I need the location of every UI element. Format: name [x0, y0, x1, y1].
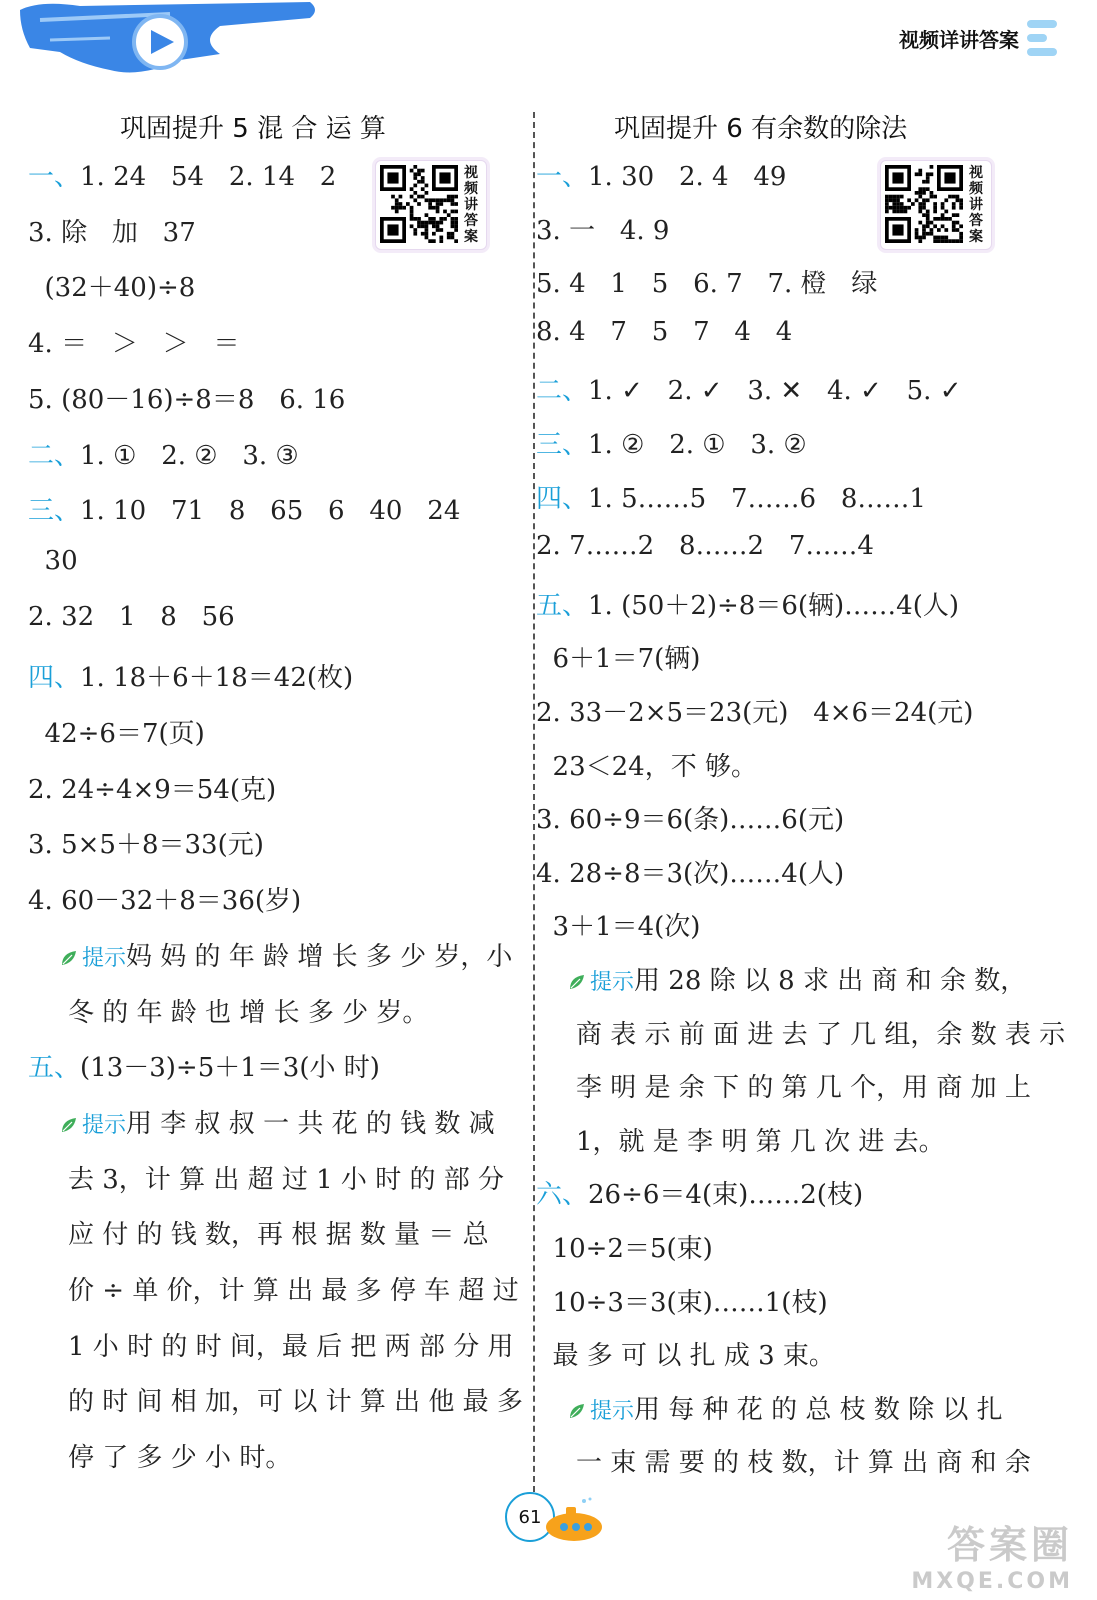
- answer-text: 用 每 种 花 的 总 枝 数 除 以 扎: [634, 1394, 1003, 1425]
- answer-text: 1. (50＋2)÷8＝6(辆)……4(人): [588, 590, 959, 621]
- answer-line: [536, 1282, 828, 1319]
- hint-text: 提示: [82, 1112, 127, 1138]
- answer-text: 1，就 是 李 明 第 几 次 进 去。: [576, 1126, 945, 1157]
- hint-text: 提示: [590, 970, 635, 995]
- answer-text: 价 ÷ 单 价，计 算 出 最 多 停 车 超 过: [68, 1276, 519, 1306]
- answer-text: 2. 24÷4×9＝54(克): [28, 774, 277, 805]
- answer-line: [28, 156, 336, 193]
- answer-text: 2. 32 1 8 56: [28, 601, 235, 632]
- answer-line: [68, 1326, 513, 1363]
- right-qr-code[interactable]: [880, 160, 992, 250]
- answer-text: 1. 10 71 8 65 6 40 24: [80, 496, 461, 527]
- answer-line: [536, 531, 874, 561]
- answer-text: 应 付 的 钱 数，再 根 据 数 量 ＝ 总: [68, 1220, 489, 1251]
- watermark-logo: 答案圈: [946, 1523, 1073, 1567]
- answer-text: 1. 5……5 7……6 8……1: [588, 483, 926, 514]
- answer-text: 商 表 示 前 面 进 去 了 几 组，余 数 表 示: [576, 1019, 1066, 1050]
- answer-text: 1. 18＋6＋18＝42(枚): [80, 663, 354, 694]
- answer-line: [68, 1437, 291, 1474]
- answer-line: [60, 936, 512, 973]
- answer-text: (13－3)÷5＋1＝3(小 时): [80, 1053, 380, 1084]
- answer-line: [536, 1174, 863, 1211]
- qr-code-icon: [885, 165, 963, 243]
- answer-line: [536, 424, 807, 461]
- hint-label: [60, 1113, 126, 1138]
- answer-line: [536, 263, 877, 300]
- question-number: 五、: [28, 1053, 81, 1084]
- header-decor-icon: [1025, 14, 1059, 62]
- answer-text: 3. 一 4. 9: [536, 215, 670, 246]
- answer-line: [576, 1121, 945, 1158]
- answer-text: 妈 妈 的 年 龄 增 长 多 少 岁，小: [126, 941, 513, 972]
- answer-line: [28, 546, 78, 576]
- answer-line: [28, 880, 301, 917]
- question-number: 四、: [536, 483, 589, 514]
- question-number: 五、: [536, 590, 589, 621]
- answer-text: 6＋1＝7(辆): [536, 644, 701, 675]
- header-banner: [20, 0, 320, 80]
- question-number: 一、: [536, 162, 589, 192]
- answer-line: [576, 1014, 1065, 1051]
- hint-text: 提示: [590, 1398, 635, 1424]
- question-number: 一、: [28, 162, 81, 192]
- answer-line: [60, 1103, 495, 1140]
- watermark-url: MXQE.COM: [911, 1569, 1073, 1594]
- answer-text: 10÷3＝3(束)……1(枝): [536, 1287, 828, 1318]
- answer-line: [28, 602, 235, 632]
- answer-text: 1. ② 2. ① 3. ②: [588, 430, 807, 460]
- answer-text: 3. 5×5＋8＝33(元): [28, 830, 264, 861]
- answer-line: [576, 1442, 1031, 1479]
- answer-line: [568, 960, 1026, 997]
- answer-text: 去 3，计 算 出 超 过 1 小 时 的 部 分: [68, 1164, 504, 1195]
- answer-line: [536, 210, 669, 247]
- answer-text: 1. ✓ 2. ✓ 3. ✕ 4. ✓ 5. ✓: [588, 376, 962, 407]
- answer-line: [536, 317, 792, 347]
- answer-line: [536, 746, 757, 783]
- answer-line: [28, 323, 239, 360]
- answer-text: 用 28 除 以 8 求 出 商 和 余 数，: [634, 966, 1027, 996]
- answer-line: [28, 824, 264, 861]
- answer-line: [536, 799, 844, 836]
- question-number: 六、: [536, 1180, 589, 1211]
- answer-text: 42÷6＝7(页): [28, 719, 205, 749]
- answer-text: 30: [28, 545, 78, 576]
- answer-text: 10÷2＝5(束): [536, 1234, 713, 1264]
- answer-line: [536, 692, 973, 729]
- answer-line: [28, 212, 196, 249]
- answer-line: [536, 1228, 713, 1265]
- answer-line: [536, 638, 700, 675]
- answer-line: [576, 1067, 1031, 1104]
- hint-leaf-icon: [60, 1116, 78, 1134]
- answer-line: [68, 992, 428, 1029]
- answer-line: [68, 1214, 489, 1251]
- answer-text: 用 李 叔 叔 一 共 花 的 钱 数 减: [126, 1108, 495, 1139]
- answer-line: [28, 713, 205, 750]
- header-title: 视频详讲答案: [899, 27, 1019, 52]
- answer-line: [536, 585, 959, 622]
- answer-line: [28, 267, 195, 304]
- answer-text: 停 了 多 少 小 时。: [68, 1443, 292, 1474]
- answer-line: [28, 435, 299, 472]
- answer-text: 3＋1＝4(次): [536, 912, 701, 943]
- answer-text: 一 束 需 要 的 枝 数，计 算 出 商 和 余: [576, 1448, 1031, 1479]
- answer-text: 最 多 可 以 扎 成 3 束。: [536, 1341, 835, 1372]
- answer-line: [28, 1047, 380, 1084]
- hint-leaf-icon: [60, 949, 78, 967]
- answer-text: 的 时 间 相 加，可 以 计 算 出 他 最 多: [68, 1387, 523, 1418]
- answer-text: 3. 60÷9＝6(条)……6(元): [536, 805, 845, 836]
- answer-line: [68, 1270, 519, 1307]
- answer-text: 5. (80－16)÷8＝8 6. 16: [28, 384, 346, 415]
- hint-label: [568, 1399, 634, 1424]
- answer-text: 1. 30 2. 4 49: [588, 162, 787, 192]
- page-number: 61: [505, 1492, 555, 1542]
- answer-line: [28, 379, 345, 416]
- qr-label: 视频讲答案: [969, 165, 983, 245]
- left-section-title: 巩固提升 5 混 合 运 算: [120, 114, 386, 144]
- hint-leaf-icon: [568, 973, 586, 991]
- watermark: [911, 1514, 1073, 1594]
- answer-text: 26÷6＝4(束)……2(枝): [588, 1180, 864, 1211]
- answer-text: 2. 33－2×5＝23(元) 4×6＝24(元): [536, 698, 974, 728]
- answer-line: [568, 1389, 1003, 1426]
- right-section-title: 巩固提升 6 有余数的除法: [614, 114, 908, 144]
- header-title-area: [899, 14, 1059, 62]
- answer-text: 2. 7……2 8……2 7……4: [536, 531, 874, 562]
- answer-text: 4. ＝ ＞ ＞ ＝: [28, 329, 240, 360]
- column-divider: [533, 112, 535, 1502]
- question-number: 三、: [536, 430, 589, 460]
- hint-leaf-icon: [568, 1402, 586, 1420]
- answer-text: 23＜24，不 够。: [536, 751, 757, 782]
- answer-line: [28, 490, 460, 527]
- answer-text: 1. 24 54 2. 14 2: [80, 162, 337, 192]
- answer-line: [28, 769, 276, 806]
- answer-line: [68, 1381, 523, 1418]
- answer-text: 1 小 时 的 时 间，最 后 把 两 部 分 用: [68, 1331, 514, 1362]
- answer-line: [28, 657, 353, 694]
- answer-line: [536, 1335, 835, 1372]
- question-number: 二、: [536, 376, 589, 407]
- answer-text: 3. 除 加 37: [28, 217, 196, 248]
- answer-text: 4. 28÷8＝3(次)……4(人): [536, 858, 845, 889]
- answer-text: 8. 4 7 5 7 4 4: [536, 316, 793, 347]
- hint-label: [568, 970, 634, 995]
- answer-line: [536, 853, 844, 890]
- qr-code-icon: [380, 165, 458, 243]
- question-number: 四、: [28, 663, 81, 694]
- answer-text: 李 明 是 余 下 的 第 几 个，用 商 加 上: [576, 1073, 1031, 1104]
- answer-line: [536, 156, 786, 193]
- hint-label: [60, 946, 126, 971]
- answer-text: 冬 的 年 龄 也 增 长 多 少 岁。: [68, 997, 429, 1028]
- left-qr-code[interactable]: [375, 160, 487, 250]
- answer-line: [536, 370, 961, 407]
- submarine-icon: [540, 1495, 608, 1545]
- question-number: 三、: [28, 496, 81, 527]
- answer-text: 4. 60－32＋8＝36(岁): [28, 886, 302, 917]
- answer-line: [536, 906, 700, 943]
- answer-text: 5. 4 1 5 6. 7 7. 橙 绿: [536, 269, 878, 300]
- answer-line: [536, 478, 926, 515]
- answer-text: 1. ① 2. ② 3. ③: [80, 440, 299, 471]
- question-number: 二、: [28, 440, 81, 471]
- answer-line: [68, 1159, 504, 1196]
- qr-label: 视频讲答案: [464, 165, 478, 245]
- hint-text: 提示: [82, 945, 127, 971]
- answer-text: (32＋40)÷8: [28, 273, 196, 304]
